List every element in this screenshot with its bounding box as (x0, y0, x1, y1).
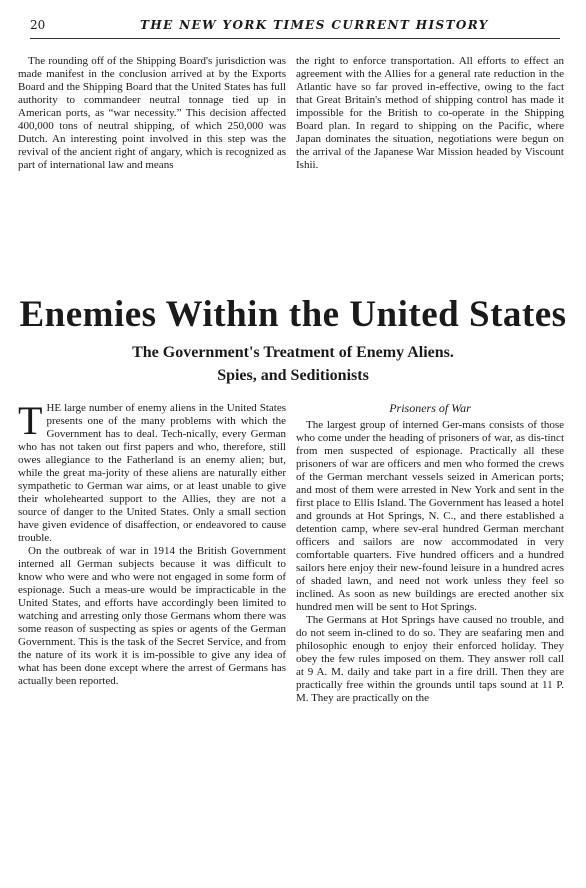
page-header (30, 18, 560, 39)
continuation-left-text: The rounding off of the Shipping Board's jurisdiction was made manifest in the conclusion arrived at by the Exports Board and the Shipping Board that the United States has full authority to commandeer neutral tonnage tied up in American ports, as “war necessity.” This decision affected 400,000 tons of neutral shipping, of which 250,000 was Dutch. An interesting point involved in this step was the revival of the ancient right of angary, which is recognized as part of international law and means (18, 55, 286, 171)
article-left-column (18, 398, 286, 688)
running-title: THE NEW YORK TIMES CURRENT HISTORY (140, 18, 489, 32)
page-number: 20 (30, 18, 46, 32)
article-paragraph-4: The Germans at Hot Springs have caused no trouble, and do not seem in-clined to do so. They are seafaring men and philosophic enough to enjoy their enforced holiday. They obey the few rules imposed on them. They answer roll call at 9 A. M. daily and take part in a fire drill. Then they are practically free within the grounds until taps sound at 11 P. M. They are practically on the (296, 614, 564, 704)
continuation-right-column (296, 55, 564, 172)
continuation-right-text: the right to enforce transportation. All efforts to effect an agreement with the Allies for a general rate reduction in the Atlantic have so far proved in-effective, owing to the fact that Great Britain's method of shipping control has made it impossible for the British to co-operate in the Shipping Board plan. In regard to shipping on the Pacific, where Japan dominates the situation, negotiations were begun on the arrival of the Japanese War Mission headed by Viscount Ishii. (296, 55, 564, 171)
article-paragraph-1-text: HE large number of enemy aliens in the United States presents one of the many problems with which the Government has to deal. Tech-nically, every German who has not taken out first papers and who, therefore, still owes allegiance to the Fatherland is an enemy alien; but, while the great ma-jority of these aliens are naturally either sympathetic to German war aims, or at least unable to give their wholehearted support to the Allies, they are not a source of danger to the United States. Only a small section have given evidence of disaffection, or endeavored to cause trouble. (18, 402, 286, 544)
article-subtitle-line-1: The Government's Treatment of Enemy Aliens. (132, 344, 454, 361)
article-paragraph-3: The largest group of interned Ger-mans consists of those who come under the heading of prisoners of war, as dis-tinct from men suspected of espionage. Practically all these prisoners of war are officers and men who formed the crews of the German merchant vessels seized in American ports; and most of them were arrested in New York and sent in the first place to Ellis Island. The Government has leased a hotel and grounds at Hot Springs, N. C., and there established a detention camp, where sev-eral hundred German merchant officers and sailors are now accommodated in very comfortable quarters. Five hundred officers and a hundred sailors here enjoy their new-found leisure in a hundred acres of shaded lawn, and need not work unless they feel so inclined. As soon as new buildings are erected another six hundred men will be sent to Hot Springs. (296, 419, 564, 613)
section-heading: Prisoners of War (389, 401, 471, 415)
article-right-column (296, 402, 564, 705)
continuation-left-column (18, 55, 286, 172)
article-subtitle-line-2: Spies, and Seditionists (217, 367, 369, 384)
article-paragraph-2: On the outbreak of war in 1914 the British Government interned all German subjects because it was difficult to know who were and who were not engaged in some form of espionage. Such a meas-ure would be impracticable in the United States, and efforts have accordingly been limited to watching and arresting only those Germans whom there was some reason of suspecting as spies or agents of the German Government. This is the task of the Secret Service, and from the nature of its work it is im-possible to give any idea of what has been done except where the arrest of Germans has actually been reported. (18, 545, 286, 687)
article-paragraph-1 (18, 398, 286, 545)
article-title: Enemies Within the United States (19, 294, 567, 335)
drop-cap: T (18, 398, 43, 443)
